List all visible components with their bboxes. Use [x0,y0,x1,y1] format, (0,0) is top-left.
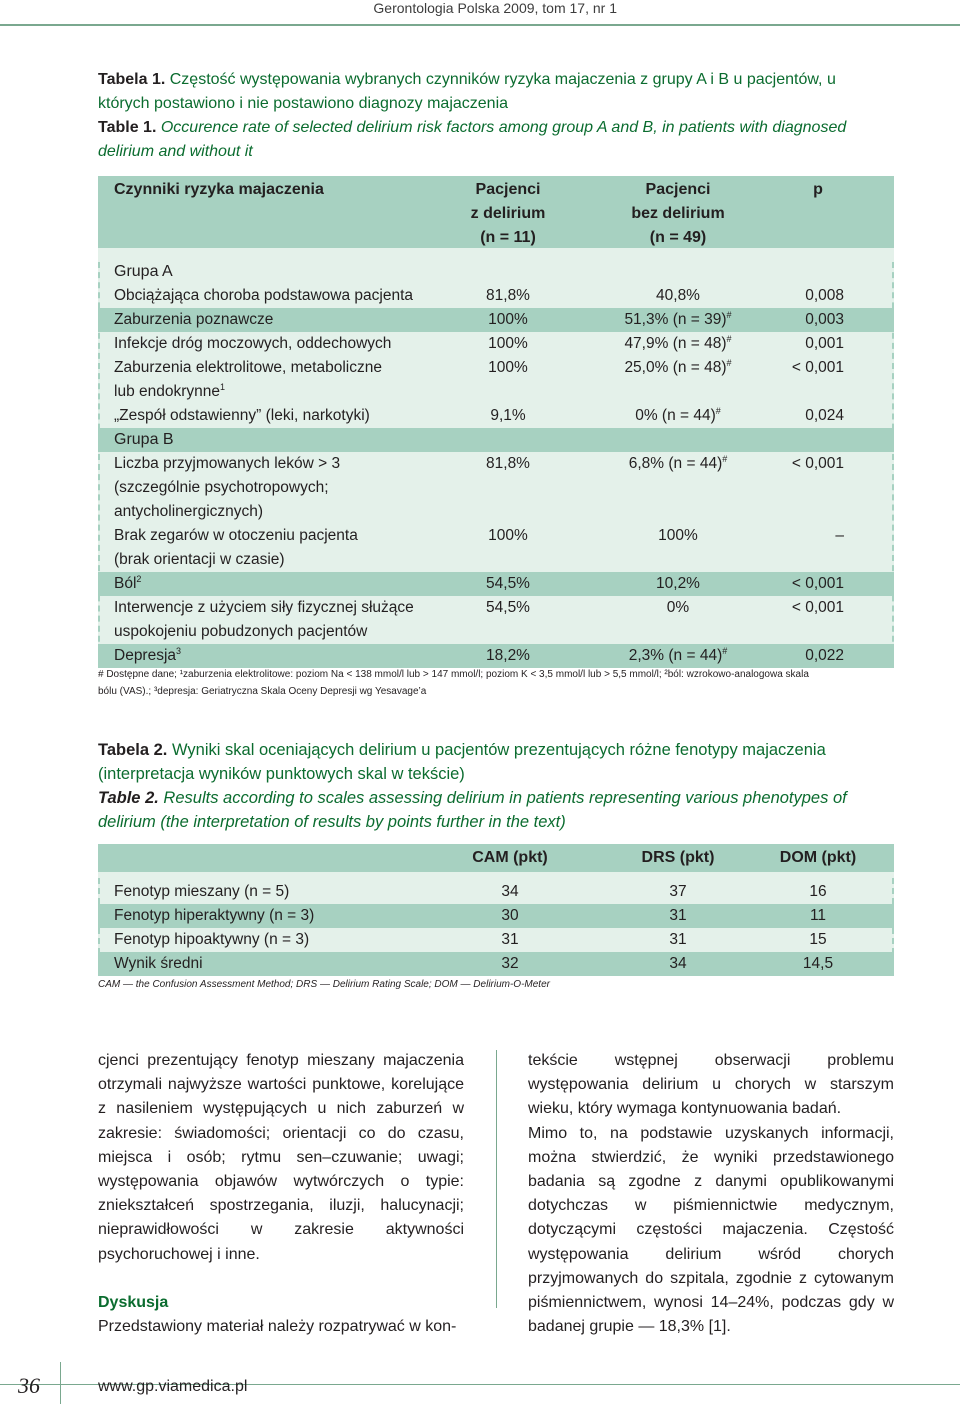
section-heading-dyskusja: Dyskusja [98,1293,169,1311]
table1-header-p: p [813,181,823,198]
table2-row-drs: 37 [669,883,687,900]
table1-row-factor-cont: lub endokrynne$^1$ [114,381,226,400]
table1-row-with: 81,8% [486,455,530,472]
table2-footnote: CAM — the Confusion Assessment Method; DRS — Delirium Rating Scale; DOM — Delirium-O-Meter [98,979,550,990]
table2-row-dom: 11 [809,907,827,924]
table2-row-drs: 31 [669,907,687,924]
table1-row-factor-cont: antycholinergicznych) [114,503,264,520]
table1-footnote: # Dostępne dane; ¹zaburzenia elektrolitowe: poziom Na < 138 mmol/l lub > 147 mmol/l; poziom K < 3,5 mmol/l lub > 5,5 mmol/l; ²ból: wzrokowo-analogowa skala bólu (VAS).; ³depresja: Geriatryczna Skala Oceny Depresji wg Yesavage’a [98,669,809,697]
table1-row-factor: Obciążająca choroba podstawowa pacjenta [114,287,413,304]
table2-row-drs: 34 [669,955,687,972]
table1-row-p: – [835,527,844,544]
table2-row-dom: 15 [809,931,827,948]
table1-row-factor: Infekcje dróg moczowych, oddechowych [114,335,392,352]
table2-row-label: Fenotyp hipoaktywny (n = 3) [114,931,310,948]
table1-caption [98,68,888,164]
table1-row-without: 47,9% (n = 48)# [624,333,732,352]
table1 [98,176,894,668]
table2-row-drs: 31 [669,931,687,948]
body-paragraph: tekście wstępnej obserwacji problemu występowania delirium u chorych w starszym wieku, który wymaga kontynuowania badań. [528,1052,894,1118]
table1-row-without: 100% [658,527,698,544]
table1-header-without: Pacjenci bez delirium (n = 49) [631,181,725,246]
table2-caption-en: Results according to scales assessing delirium in patients representing various phenotypes of delirium (the interpretation of results by points further in the text) [98,789,847,831]
table2-row-dom: 14,5 [802,955,834,972]
table2-caption [98,738,888,834]
table1-row-with: 54,5% [486,575,530,592]
page-number: 36 [18,1373,40,1398]
table1-row-without: 25,0% (n = 48)# [624,357,732,376]
table1-row-factor: Ból$^2$ [114,573,142,592]
group-b-band [98,428,894,452]
body-paragraph: Mimo to, na podstawie uzyskanych informacji, można stwierdzić, że wyniki przedstawionego badania są zgodne z danymi opublikowanymi dotychczas w piśmiennictwie medycznym, dotyczącymi częstości majaczenia. Częstość występowania delirium wśród chorych przyjmowanych do szpitala, zgodnie z cytowanym piśmiennictwem, wynosi 14–24%, podczas gdy w badanej grupie — 18,3% [1]. [528,1124,894,1336]
table1-row-factor-cont: (szczególnie psychotropowych; [114,479,329,496]
table1-row-factor-cont: (brak orientacji w czasie) [114,551,285,568]
table1-caption-pl: Częstość występowania wybranych czynników ryzyka majaczenia z grupy A i B u pacjentów, u których postawiono i nie postawiono diagnozy majaczenia [98,71,836,112]
table1-row-without: 51,3% (n = 39)# [624,309,732,328]
table1-row-without: 6,8% (n = 44)# [628,453,728,472]
table1-row-factor: Brak zegarów w otoczeniu pacjenta [114,527,358,544]
table1-row-without: 10,2% [656,575,700,592]
table1-row-p: < 0,001 [791,359,844,376]
table1-row-factor-cont: uspokojeniu pobudzonych pacjentów [114,623,368,640]
table1-row-p: 0,001 [805,335,844,352]
table2-header-cam: CAM (pkt) [472,849,548,866]
table1-row-p: 0,008 [805,287,844,304]
table2-row-cam: 32 [501,955,519,972]
footer-divider [60,1362,61,1404]
table1-row-factor: Depresja$^3$ [114,645,182,664]
body-right-column [528,1049,894,1339]
table2-caption-pl-label: Tabela 2. [98,741,168,759]
table1-row-factor: „Zespół odstawienny” (leki, narkotyki) [114,407,370,424]
table1-row-without: 0% [666,599,690,616]
table1-header-factor: Czynniki ryzyka majaczenia [114,181,324,198]
table1-row-factor: Liczba przyjmowanych leków > 3 [114,455,341,472]
body-left-column [98,1049,464,1339]
table1-caption-en: Occurence rate of selected delirium risk factors among group A and B, in patients with diagnosed delirium and without it [98,119,847,160]
table1-row-with: 100% [488,527,528,544]
table1-row-with: 100% [488,311,528,328]
table2-header-drs: DRS (pkt) [641,849,715,866]
table2-row-label: Fenotyp hiperaktywny (n = 3) [114,907,315,924]
table1-row-p: < 0,001 [791,575,844,592]
table1-row-without: 40,8% [656,287,700,304]
column-divider [496,1050,497,1308]
table2-header-dom: DOM (pkt) [779,849,857,866]
table1-row-factor: Zaburzenia elektrolitowe, metaboliczne [114,359,382,376]
journal-header: Gerontologia Polska 2009, tom 17, nr 1 [373,0,617,16]
table1-row-with: 100% [488,359,528,376]
footer-url[interactable]: www.gp.viamedica.pl [98,1378,248,1395]
table1-row-with: 9,1% [490,407,526,424]
table1-caption-en-label: Table 1. [98,119,157,136]
table1-row-p: 0,024 [805,407,844,424]
table1-caption-pl-label: Tabela 1. [98,71,166,88]
table2-row-label: Fenotyp mieszany (n = 5) [114,883,290,900]
table2-row-cam: 30 [501,907,519,924]
table1-row-p: 0,003 [805,311,844,328]
header-rule [0,24,960,26]
table2 [98,844,894,976]
table1-row-p: < 0,001 [791,599,844,616]
body-paragraph: Przedstawiony materiał należy rozpatrywać w kon- [98,1318,457,1336]
table1-row-with: 81,8% [486,287,530,304]
body-paragraph: cjenci prezentujący fenotyp mieszany majaczenia otrzymali najwyższe wartości punktowe, korelujące z nasileniem występujących u nich zaburzeń w zakresie: świadomości; orientacji co do czasu, miejsca i osób; rytmu sen–czuwanie; uwagi; występowania objawów wytwórczych o typie: zniekształceń spostrzegania, iluzji, halucynacji; nieprawidłowości w zakresie aktywności psychoruchowej i inne. [98,1052,464,1263]
group-b-label: Grupa B [114,431,174,448]
table2-caption-pl: Wyniki skal oceniających delirium u pacjentów prezentujących różne fenotypy majaczenia (interpretacja wyników punktowych skal w tekście) [98,741,826,783]
table1-row-factor: Zaburzenia poznawcze [114,311,274,328]
table1-row-p: 0,022 [805,647,844,664]
group-a-label: Grupa A [114,263,173,280]
table1-header-with: Pacjenci z delirium (n = 11) [470,181,546,246]
table2-row-cam: 34 [501,883,519,900]
table2-row-cam: 31 [501,931,519,948]
table2-row-dom: 16 [809,883,827,900]
table1-row-without: 0% (n = 44)# [635,405,721,424]
table1-row-with: 54,5% [486,599,530,616]
table2-row-label: Wynik średni [114,955,203,972]
table1-row-factor: Interwencje z użyciem siły fizycznej służące [114,599,414,616]
table1-row-without: 2,3% (n = 44)# [628,645,728,664]
table2-caption-en-label: Table 2. [98,789,159,807]
table1-row-with: 100% [488,335,528,352]
table1-row-p: < 0,001 [791,455,844,472]
table1-row-with: 18,2% [486,647,530,664]
